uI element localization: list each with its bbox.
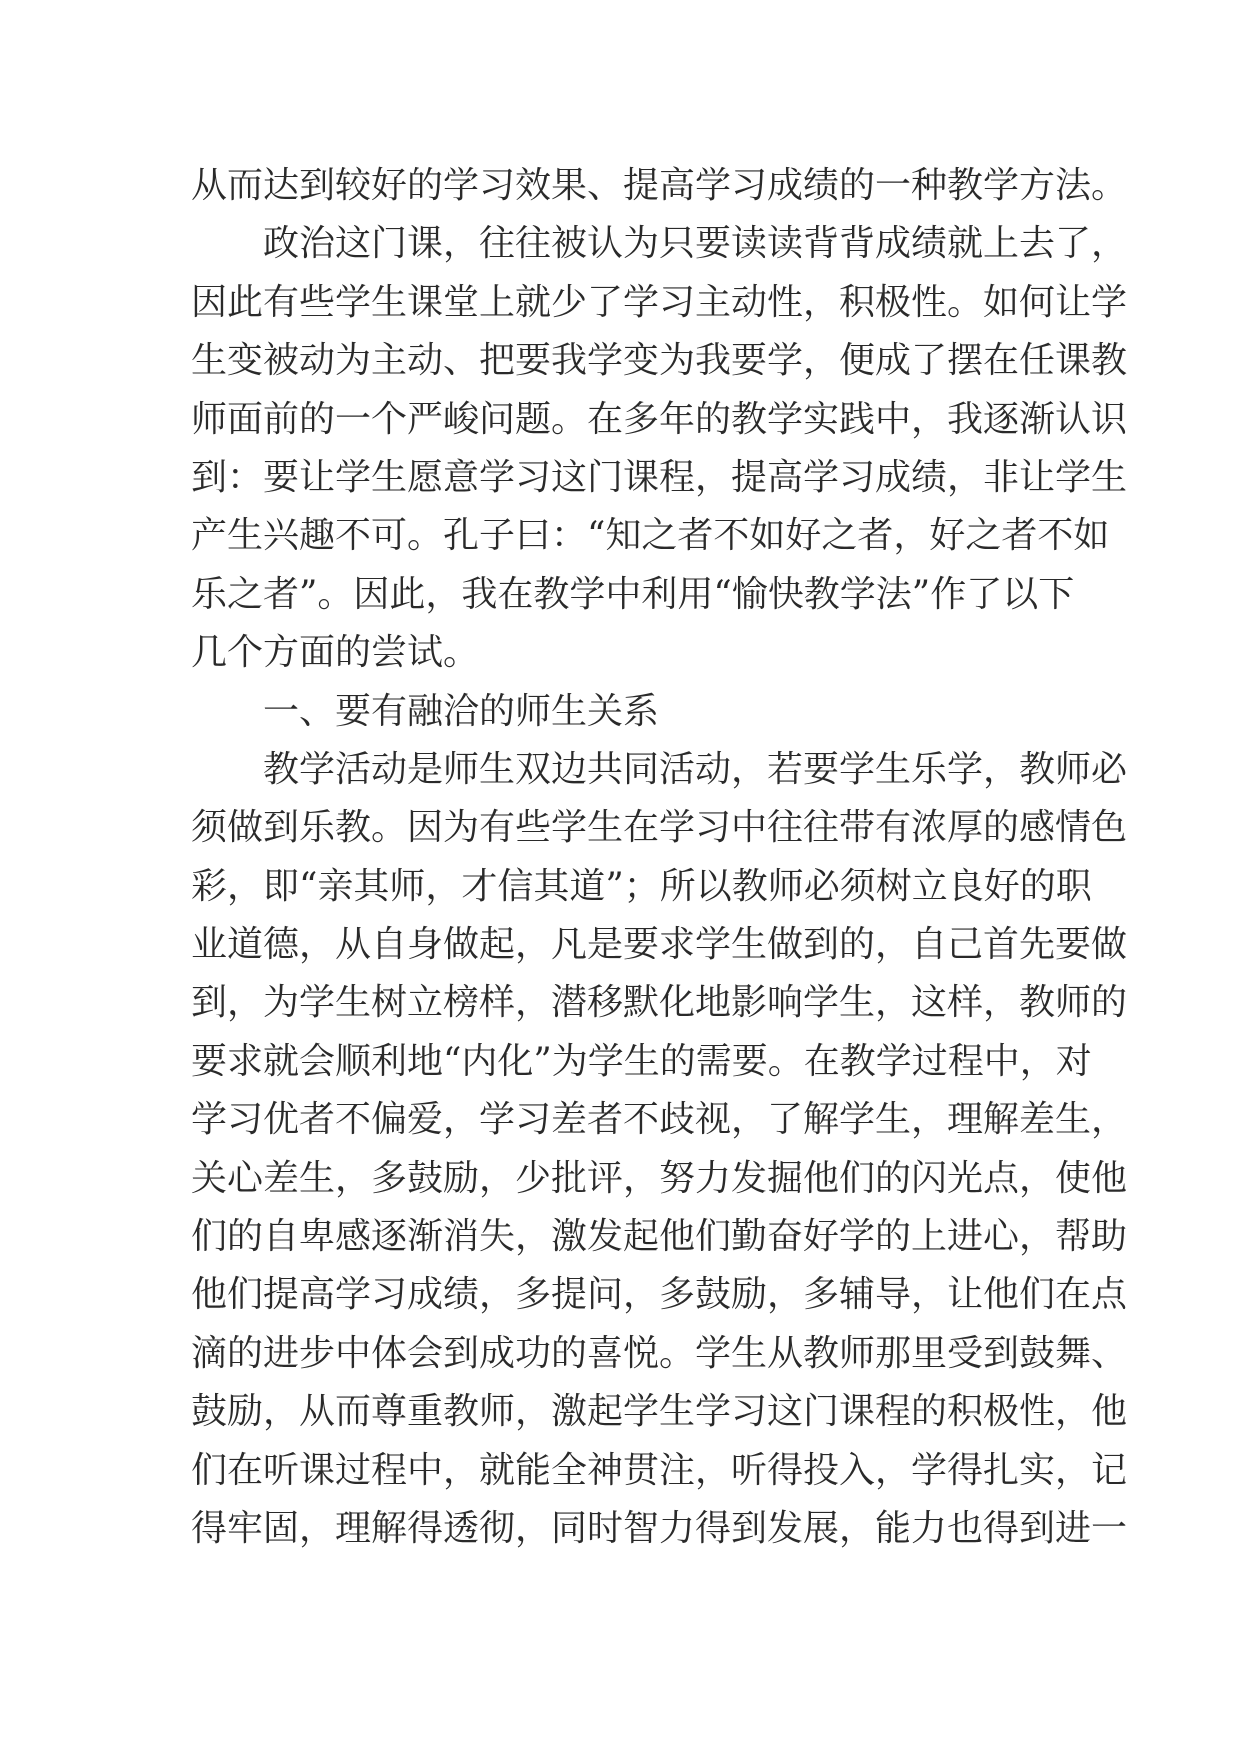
- text-line: 生变被动为主动、把要我学变为我要学，便成了摆在任课教: [191, 340, 1128, 382]
- text-line: 他们提高学习成绩，多提问，多鼓励，多辅导，让他们在点: [191, 1274, 1128, 1316]
- text-line: 们在听课过程中，就能全神贯注，听得投入，学得扎实，记: [191, 1449, 1128, 1491]
- text-line: 因此有些学生课堂上就少了学习主动性，积极性。如何让学: [191, 281, 1128, 323]
- text-line: 教学活动是师生双边共同活动，若要学生乐学，教师必: [263, 748, 1128, 790]
- text-line: 产生兴趣不可。孔子曰：“知之者不如好之者，好之者不如: [191, 515, 1110, 557]
- text-line: 鼓励，从而尊重教师，激起学生学习这门课程的积极性，他: [191, 1391, 1128, 1433]
- body-text: [191, 157, 1128, 1558]
- text-line: 到，为学生树立榜样，潜移默化地影响学生，这样，教师的: [191, 982, 1128, 1024]
- text-line: 业道德，从自身做起，凡是要求学生做到的，自己首先要做: [191, 924, 1128, 966]
- text-line: 到：要让学生愿意学习这门课程，提高学习成绩，非让学生: [191, 456, 1128, 498]
- text-line: 政治这门课，往往被认为只要读读背背成绩就上去了，: [263, 223, 1128, 265]
- text-line: 乐之者”。因此，我在教学中利用“愉快教学法”作了以下: [191, 573, 1075, 615]
- text-line: 须做到乐教。因为有些学生在学习中往往带有浓厚的感情色: [191, 807, 1128, 849]
- text-line: 几个方面的尝试。: [191, 632, 480, 674]
- text-line: 要求就会顺利地“内化”为学生的需要。在教学过程中，对: [191, 1040, 1092, 1082]
- text-line: 滴的进步中体会到成功的喜悦。学生从教师那里受到鼓舞、: [191, 1332, 1128, 1374]
- text-line: 学习优者不偏爱，学习差者不歧视，了解学生，理解差生，: [191, 1099, 1128, 1141]
- text-line: 一、要有融洽的师生关系: [263, 690, 660, 732]
- text-line: 关心差生，多鼓励，少批评，努力发掘他们的闪光点，使他: [191, 1157, 1128, 1199]
- text-line: 彩，即“亲其师，才信其道”；所以教师必须树立良好的职: [191, 865, 1092, 907]
- text-line: 从而达到较好的学习效果、提高学习成绩的一种教学方法。: [191, 165, 1128, 206]
- text-line: 们的自卑感逐渐消失，激发起他们勤奋好学的上进心，帮助: [191, 1216, 1128, 1258]
- text-line: 师面前的一个严峻问题。在多年的教学实践中，我逐渐认识: [191, 398, 1128, 440]
- text-line: 得牢固，理解得透彻，同时智力得到发展，能力也得到进一: [191, 1507, 1128, 1549]
